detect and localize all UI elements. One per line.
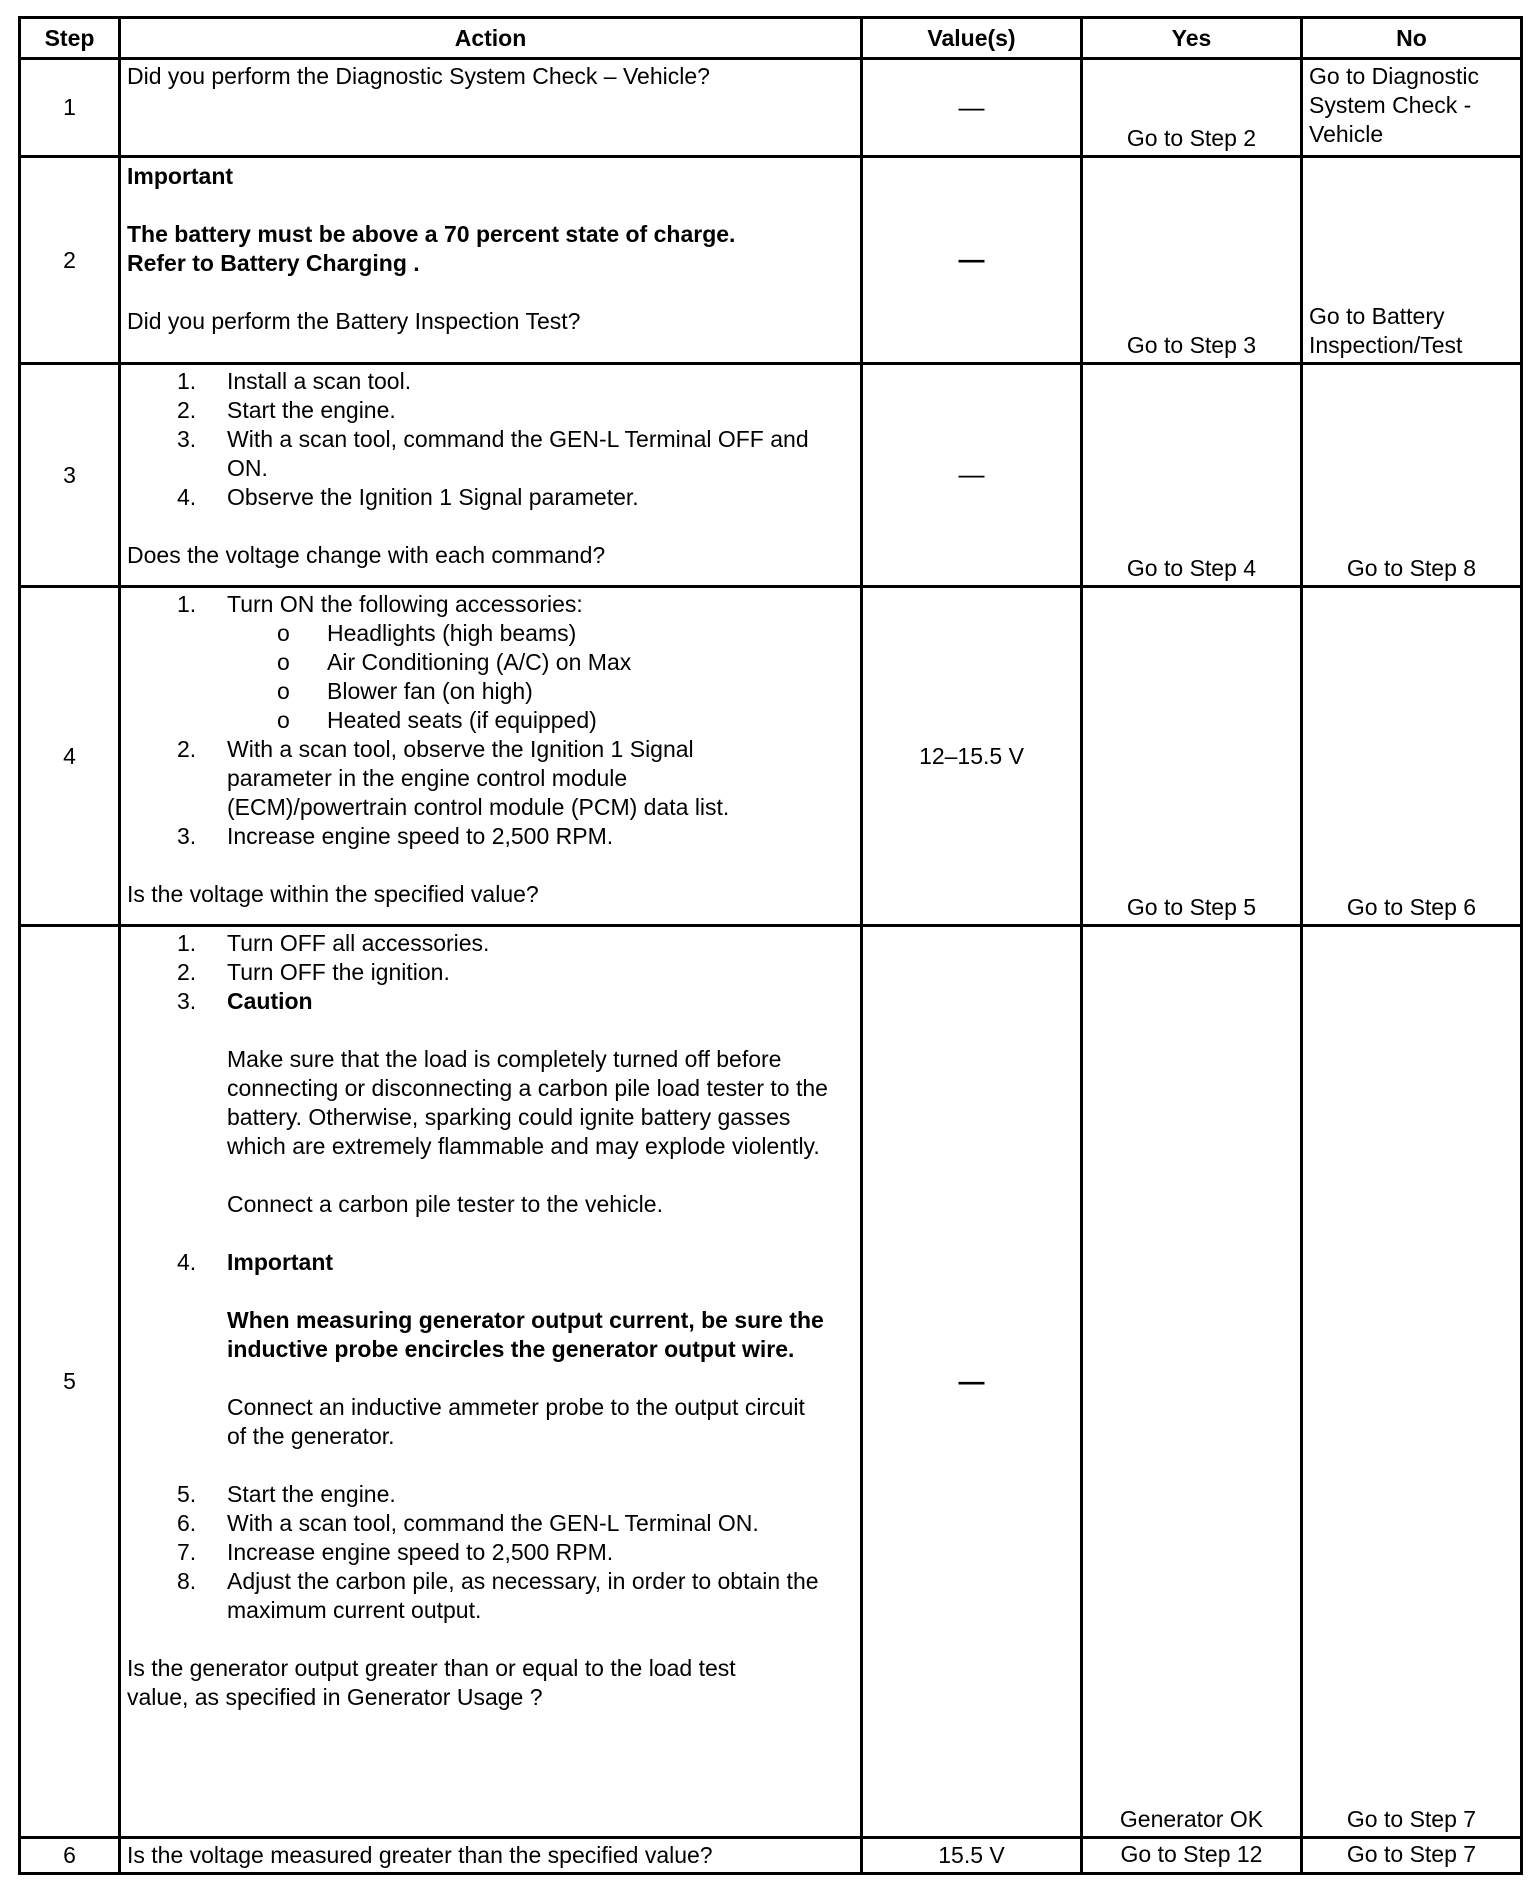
value-cell	[862, 364, 1082, 587]
list-item	[127, 483, 854, 512]
bullet: o	[277, 620, 290, 646]
sub-item: o Air Conditioning (A/C) on Max	[277, 649, 632, 675]
important-text: The battery must be above a 70 percent state of charge. Refer to Battery Charging .	[127, 221, 736, 276]
value-cell	[862, 157, 1082, 364]
question-text: Did you perform the Battery Inspection Test?	[127, 308, 581, 334]
action-cell	[120, 364, 862, 587]
value-cell: 15.5 V	[862, 1838, 1082, 1874]
accessory-list	[227, 619, 854, 735]
item-number: 3.	[177, 988, 197, 1014]
header-no: No	[1302, 18, 1522, 59]
header-values: Value(s)	[862, 18, 1082, 59]
yes-cell: Go to Step 5	[1082, 587, 1302, 926]
list-item	[127, 425, 854, 483]
item-number: 2.	[177, 959, 197, 985]
item-text: Turn OFF all accessories.	[227, 930, 490, 956]
table-row	[20, 587, 1522, 926]
list-item	[127, 929, 854, 958]
important-label: Important	[127, 163, 234, 189]
table-row	[20, 59, 1522, 157]
step-number: 6	[20, 1838, 120, 1874]
question-text: Did you perform the Diagnostic System Check – Vehicle?	[127, 63, 710, 89]
item-text: Observe the Ignition 1 Signal parameter.	[227, 484, 639, 510]
table-row	[20, 1838, 1522, 1874]
caution-text: Make sure that the load is completely turned off before connecting or disconnecting a carbon pile load tester to the battery. Otherwise, sparking could ignite battery gasses which are extremely flammable and may explode violently.	[227, 1046, 828, 1159]
list-item	[127, 590, 854, 735]
item-text: Increase engine speed to 2,500 RPM.	[227, 823, 614, 849]
value-text: —	[958, 459, 985, 489]
item-text: Increase engine speed to 2,500 RPM.	[227, 1539, 614, 1565]
item-number: 1.	[177, 368, 197, 394]
item-text: Turn ON the following accessories:	[227, 591, 583, 617]
header-action: Action	[120, 18, 862, 59]
yes-cell: Go to Step 2	[1082, 59, 1302, 157]
value-cell	[862, 926, 1082, 1838]
item-text: Start the engine.	[227, 1481, 396, 1507]
item-number: 7.	[177, 1539, 197, 1565]
item-text: Start the engine.	[227, 397, 396, 423]
action-cell	[120, 59, 862, 157]
value-cell: 12–15.5 V	[862, 587, 1082, 926]
item-number: 4.	[177, 484, 197, 510]
step-list	[127, 590, 854, 851]
caution-label: Caution	[227, 988, 313, 1014]
sub-item: o Heated seats (if equipped)	[277, 707, 597, 733]
header-yes: Yes	[1082, 18, 1302, 59]
no-cell: Go to Battery Inspection/Test	[1302, 157, 1522, 364]
list-item	[127, 1509, 854, 1538]
question-text: Is the voltage within the specified value?	[127, 881, 539, 907]
item-number: 1.	[177, 930, 197, 956]
table-row	[20, 926, 1522, 1838]
yes-cell: Go to Step 4	[1082, 364, 1302, 587]
item-text: With a scan tool, observe the Ignition 1 Signal parameter in the engine control module (ECM)/powertrain control module (PCM) data list.	[227, 736, 730, 820]
item-number: 5.	[177, 1481, 197, 1507]
step-list	[127, 367, 854, 512]
step-number: 1	[20, 59, 120, 157]
item-text: Adjust the carbon pile, as necessary, in order to obtain the maximum current output.	[227, 1568, 819, 1623]
no-cell: Go to Step 6	[1302, 587, 1522, 926]
question-text: Is the generator output greater than or equal to the load test value, as specified in Generator Usage ?	[127, 1655, 736, 1710]
bullet: o	[277, 678, 290, 704]
value-text: —	[958, 91, 985, 122]
item-text: With a scan tool, command the GEN-L Terminal OFF and ON.	[227, 426, 809, 481]
value-text: —	[958, 1365, 985, 1396]
item-text: Install a scan tool.	[227, 368, 412, 394]
yes-cell: Go to Step 12	[1082, 1838, 1302, 1874]
item-text: Turn OFF the ignition.	[227, 959, 450, 985]
item-number: 3.	[177, 426, 197, 452]
item-number: 8.	[177, 1568, 197, 1594]
no-cell: Go to Diagnostic System Check - Vehicle	[1302, 59, 1522, 157]
list-item	[127, 1567, 854, 1625]
step-list	[127, 929, 854, 1625]
action-cell	[120, 157, 862, 364]
item-number: 3.	[177, 823, 197, 849]
item-number: 2.	[177, 397, 197, 423]
table-row	[20, 364, 1522, 587]
value-text: —	[958, 244, 985, 274]
step-number: 3	[20, 364, 120, 587]
yes-cell: Generator OK	[1082, 926, 1302, 1838]
list-item	[127, 1538, 854, 1567]
sub-item: o Blower fan (on high)	[277, 678, 533, 704]
diagnostic-table	[18, 16, 1523, 1875]
list-item	[127, 958, 854, 987]
header-row	[20, 18, 1522, 59]
item-text: Connect an inductive ammeter probe to the output circuit of the generator.	[227, 1394, 805, 1449]
list-item	[127, 396, 854, 425]
table-row	[20, 157, 1522, 364]
important-label: Important	[227, 1249, 334, 1275]
bullet: o	[277, 649, 290, 675]
list-item	[127, 987, 854, 1248]
yes-cell: Go to Step 3	[1082, 157, 1302, 364]
action-cell	[120, 587, 862, 926]
important-text: When measuring generator output current, be sure the inductive probe encircles the generator output wire.	[227, 1307, 824, 1362]
no-cell: Go to Step 7	[1302, 926, 1522, 1838]
question-text: Is the voltage measured greater than the specified value?	[127, 1842, 713, 1868]
bullet: o	[277, 707, 290, 733]
item-text: Connect a carbon pile tester to the vehicle.	[227, 1191, 663, 1217]
no-cell: Go to Step 8	[1302, 364, 1522, 587]
question-text: Does the voltage change with each command?	[127, 542, 606, 568]
no-cell: Go to Step 7	[1302, 1838, 1522, 1874]
value-cell	[862, 59, 1082, 157]
item-number: 6.	[177, 1510, 197, 1536]
list-item	[127, 735, 854, 822]
item-number: 1.	[177, 591, 197, 617]
item-number: 2.	[177, 736, 197, 762]
sub-item: o Headlights (high beams)	[277, 620, 577, 646]
step-number: 2	[20, 157, 120, 364]
step-number: 4	[20, 587, 120, 926]
item-number: 4.	[177, 1249, 197, 1275]
list-item	[127, 822, 854, 851]
list-item	[127, 1248, 854, 1480]
action-cell	[120, 926, 862, 1838]
header-step: Step	[20, 18, 120, 59]
list-item	[127, 1480, 854, 1509]
action-cell	[120, 1838, 862, 1874]
step-number: 5	[20, 926, 120, 1838]
list-item	[127, 367, 854, 396]
item-text: With a scan tool, command the GEN-L Terminal ON.	[227, 1510, 759, 1536]
